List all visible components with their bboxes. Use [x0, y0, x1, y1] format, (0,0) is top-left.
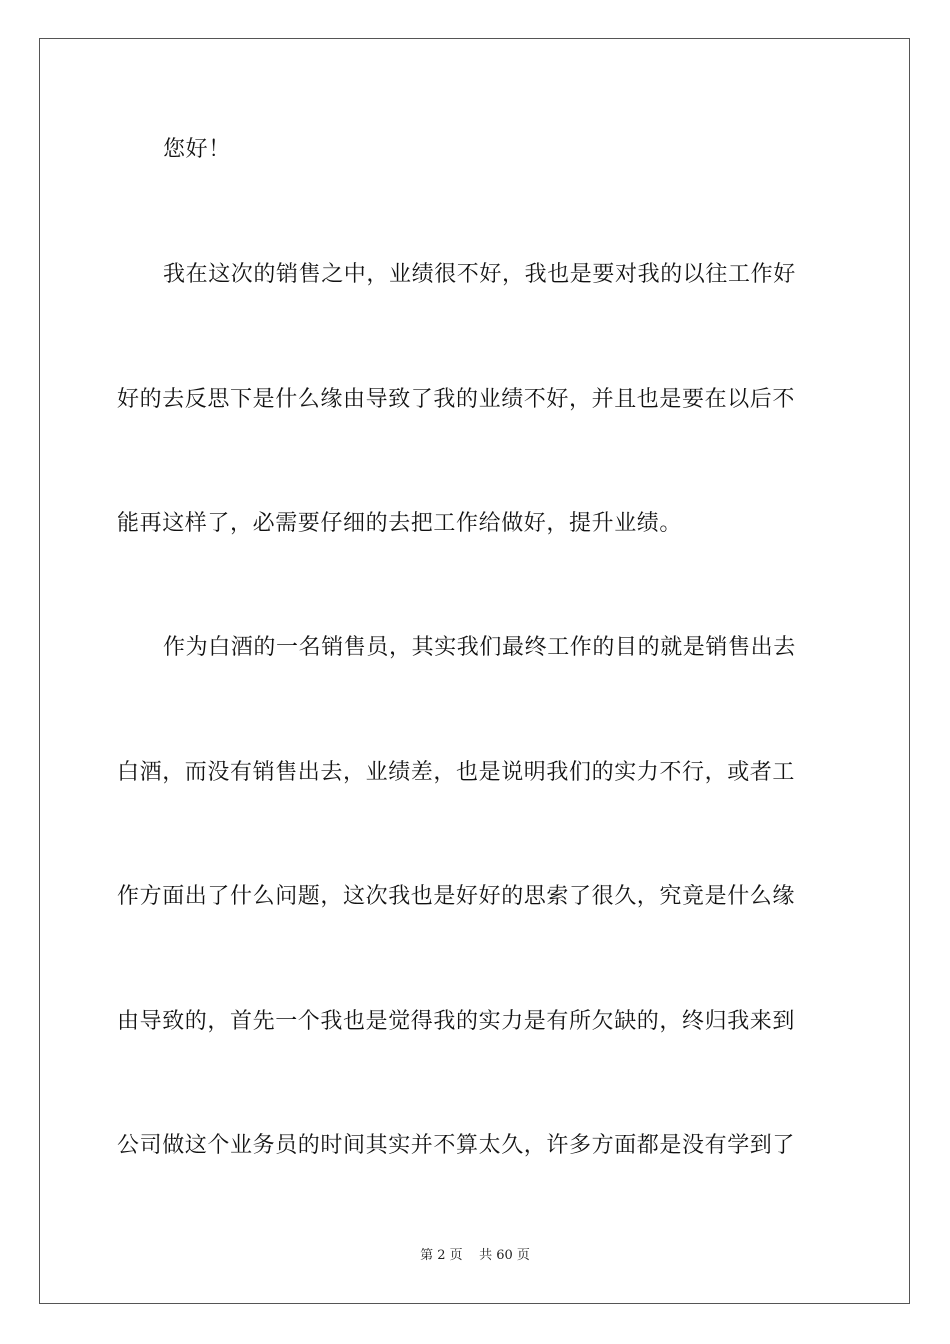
body-line-4: 作为白酒的一名销售员，其实我们最终工作的目的就是销售出去 [163, 635, 796, 660]
body-line-3: 能再这样了，必需要仔细的去把工作给做好，提升业绩。 [117, 511, 683, 536]
salutation: 您好！ [163, 137, 231, 162]
body-line-6: 作方面出了什么问题，这次我也是好好的思索了很久，究竟是什么缘 [117, 884, 796, 909]
body-line-8: 公司做这个业务员的时间其实并不算太久，许多方面都是没有学到了 [117, 1133, 796, 1158]
body-line-1: 我在这次的销售之中，业绩很不好，我也是要对我的以往工作好 [163, 262, 796, 287]
body-line-7: 由导致的，首先一个我也是觉得我的实力是有所欠缺的，终归我来到 [117, 1009, 796, 1034]
page-number-footer: 第 2 页 共 60 页 [420, 1248, 530, 1263]
body-line-2: 好的去反思下是什么缘由导致了我的业绩不好，并且也是要在以后不 [117, 387, 796, 412]
body-line-5: 白酒，而没有销售出去，业绩差，也是说明我们的实力不行，或者工 [117, 760, 796, 785]
page-border [39, 38, 910, 1304]
